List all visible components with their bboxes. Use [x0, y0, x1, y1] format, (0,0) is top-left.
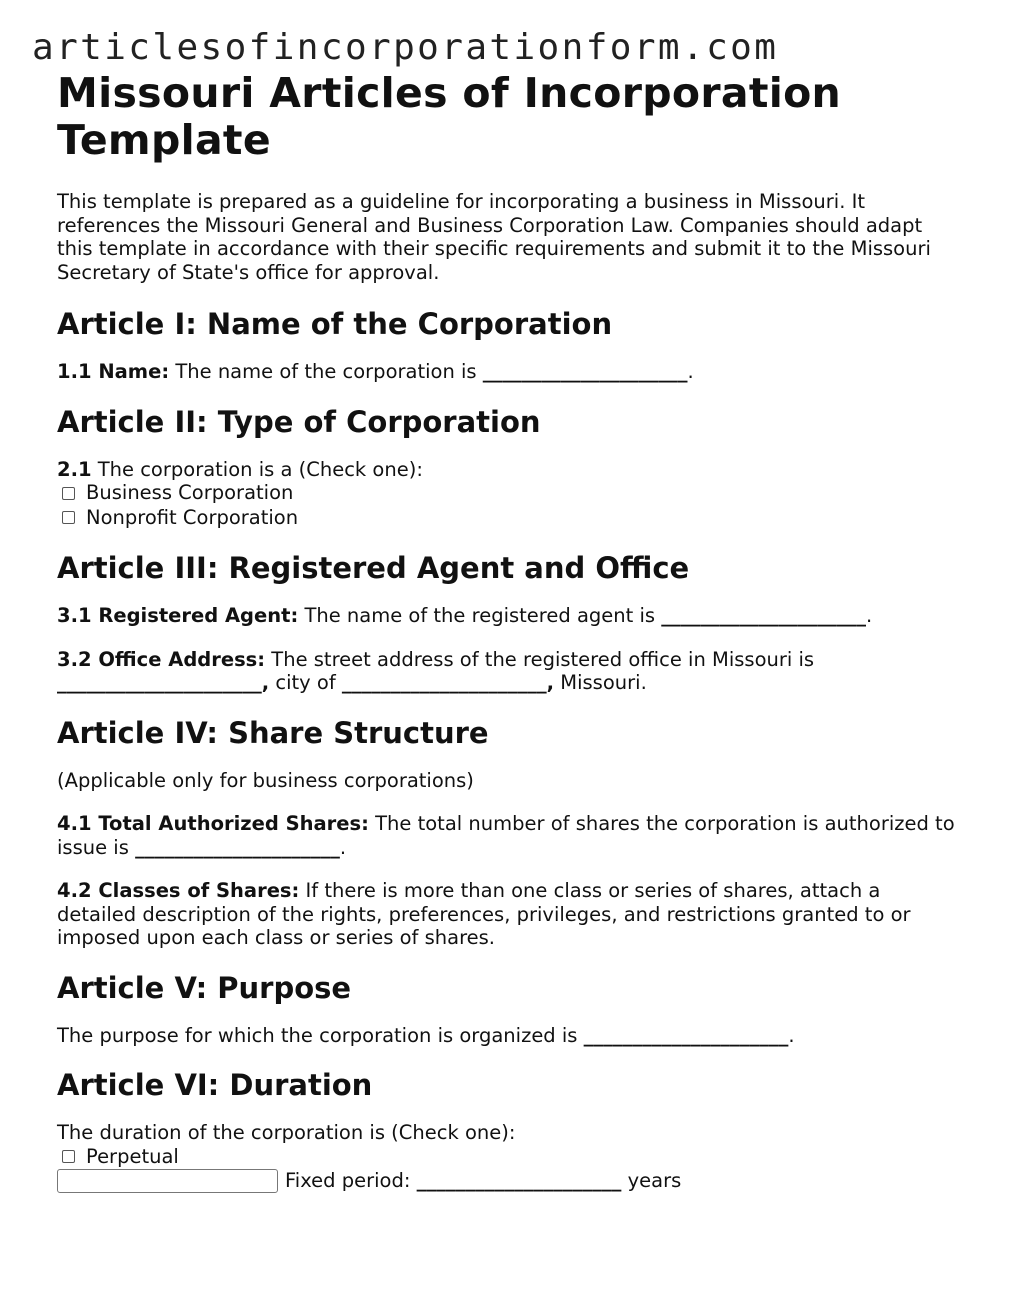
comma: ,	[261, 671, 270, 694]
clause-end: .	[788, 1023, 795, 1047]
clause-end: .	[687, 360, 694, 383]
street-address-blank	[57, 671, 269, 694]
article-1-heading: Article I: Name of the Corporation	[57, 307, 613, 341]
clause-text: The name of the registered agent is	[304, 604, 656, 627]
authorized-shares-blank: _____________________	[135, 835, 340, 859]
blank-line: _____________________	[57, 671, 262, 694]
checkbox[interactable]	[62, 511, 75, 524]
clause-text: The street address of the registered office in Missouri is	[271, 647, 815, 671]
clause-label: 3.2 Office Address:	[57, 647, 266, 671]
article-2-heading: Article II: Type of Corporation	[57, 404, 541, 439]
article-3-office-clause	[57, 648, 957, 695]
article-5-purpose-clause	[57, 1024, 957, 1048]
years-label: years	[627, 1169, 682, 1192]
fixed-period-label: Fixed period:	[285, 1169, 411, 1192]
checkbox[interactable]	[62, 487, 75, 500]
clause-end: .	[339, 835, 347, 859]
option-fixed-period	[57, 1169, 957, 1194]
clause-text: If there is more than one class or series of shares, attach a detailed description of the rights, preferences, privileges, and restrictions granted to or imposed upon each class or series of shares.	[57, 879, 911, 949]
clause-end: .	[866, 604, 873, 627]
article-2-clause	[57, 458, 957, 482]
article-3-agent-clause	[57, 604, 957, 628]
clause-label: 2.1	[57, 457, 92, 481]
clause-text: The purpose for which the corporation is organized is	[57, 1023, 578, 1047]
article-4-heading: Article IV: Share Structure	[57, 715, 489, 750]
clause-label: 4.2 Classes of Shares:	[57, 879, 300, 902]
state-text: Missouri.	[560, 671, 647, 694]
option-label: Nonprofit Corporation	[86, 505, 299, 529]
checkbox[interactable]	[62, 1150, 75, 1163]
article-4-shares-clause	[57, 812, 957, 859]
blank-line: _____________________	[341, 671, 547, 694]
clause-text: The total number of shares the corporation is authorized to issue is	[57, 812, 955, 859]
option-label: Business Corporation	[86, 481, 294, 504]
article-6-clause: The duration of the corporation is (Check one):	[57, 1121, 516, 1144]
clause-label: 1.1 Name:	[57, 360, 170, 383]
option-label: Perpetual	[86, 1144, 179, 1168]
corporation-name-blank: _____________________	[482, 360, 688, 383]
clause-label: 4.1 Total Authorized Shares:	[57, 812, 369, 835]
article-3-heading: Article III: Registered Agent and Office	[57, 551, 690, 585]
clause-label: 3.1 Registered Agent:	[57, 604, 299, 627]
option-business-corporation[interactable]	[57, 481, 957, 506]
article-1-name-clause	[57, 360, 957, 384]
fixed-years-blank: _____________________	[416, 1169, 622, 1192]
article-6-heading: Article VI: Duration	[57, 1068, 373, 1102]
agent-name-blank: _____________________	[661, 604, 867, 627]
clause-text: The corporation is a (Check one):	[97, 457, 423, 481]
purpose-blank: _____________________	[583, 1023, 789, 1047]
article-4-note: (Applicable only for business corporations)	[57, 768, 474, 792]
clause-text: The name of the corporation is	[175, 360, 477, 383]
document-page	[57, 70, 957, 1194]
city-blank	[342, 671, 554, 694]
intro-paragraph: This template is prepared as a guideline for incorporating a business in Missouri. It references the Missouri General and Business Corporation Law. Companies should adapt this template in accordance with their specific requirements and submit it to the Missouri Secretary of State's office for approval.	[57, 190, 931, 284]
city-text: city of	[275, 671, 336, 694]
option-nonprofit-corporation[interactable]	[57, 506, 957, 531]
article-4-classes-clause	[57, 879, 957, 950]
page-title: Missouri Articles of Incorporation Template	[57, 69, 842, 164]
article-5-heading: Article V: Purpose	[57, 970, 352, 1005]
option-perpetual[interactable]	[57, 1145, 957, 1170]
site-watermark: articlesofincorporationform.com	[32, 27, 779, 68]
fixed-period-input[interactable]	[57, 1169, 278, 1193]
comma: ,	[546, 671, 555, 694]
